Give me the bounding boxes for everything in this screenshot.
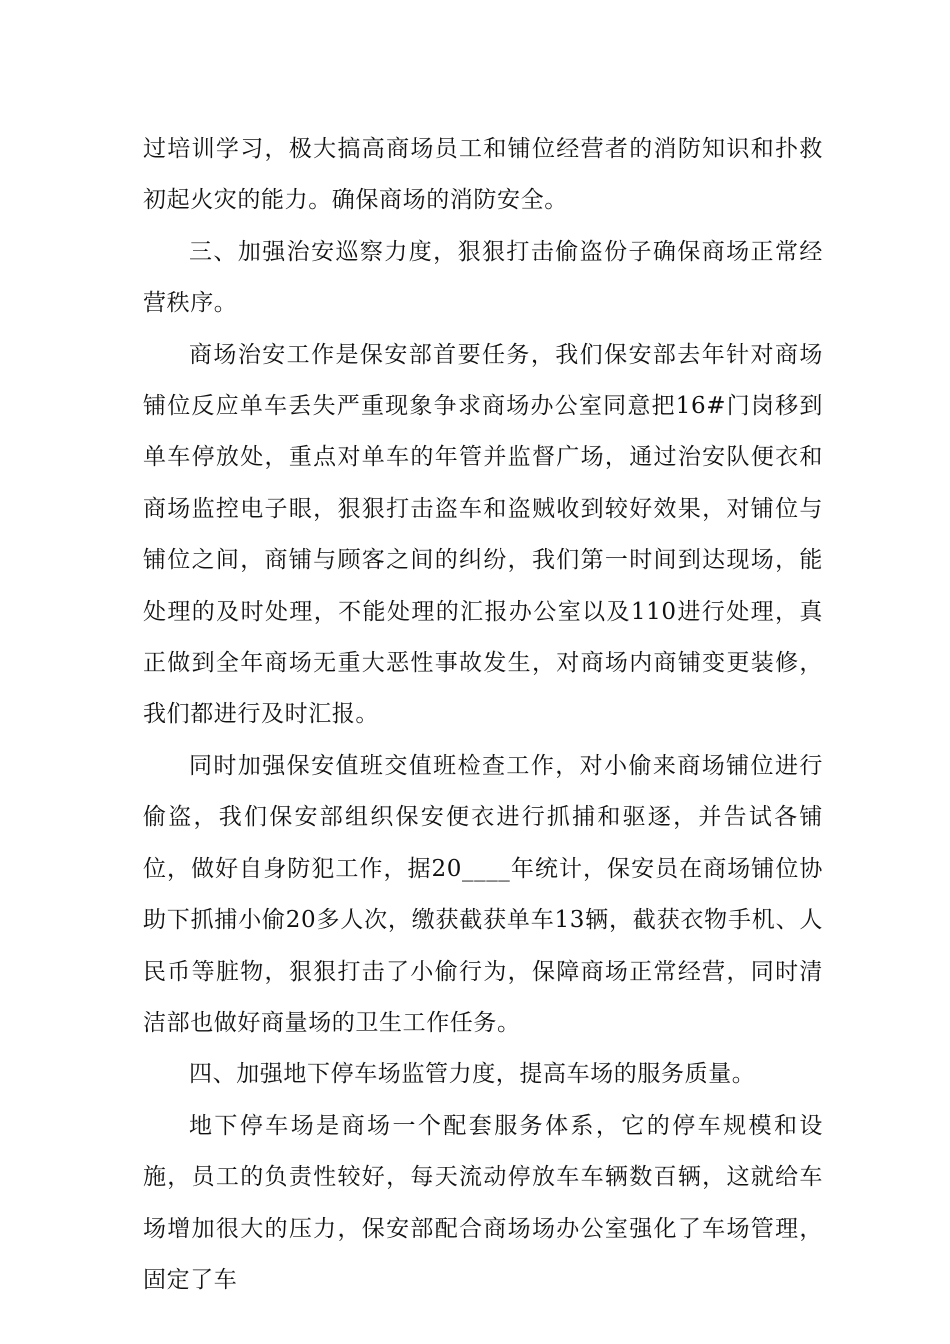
document-body bbox=[143, 124, 823, 1306]
paragraph-underground-parking: 地下停车场是商场一个配套服务体系，它的停车规模和设施，员工的负责性较好，每天流动停放车车辆数百辆，这就给车场增加很大的压力，保安部配合商场场办公室强化了车场管理，固定了车 bbox=[143, 1112, 823, 1293]
paragraph-duty-inspection: 同时加强保安值班交值班检查工作，对小偷来商场铺位进行偷盗，我们保安部组织保安便衣进行抓捕和驱逐，并告试各铺位，做好自身防犯工作，据20____年统计，保安员在商场铺位协助下抓捕小偷20多人次，缴获截获单车13辆，截获衣物手机、人民币等脏物，狠狠打击了小偷行为，保障商场正常经营，同时清洁部也做好商量场的卫生工作任务。 bbox=[143, 752, 823, 1036]
heading-security-patrol: 三、加强治安巡察力度，狠狠打击偷盗份子确保商场正常经营秩序。 bbox=[143, 238, 823, 317]
heading-parking-supervision: 四、加强地下停车场监管力度，提高车场的服务质量。 bbox=[189, 1061, 756, 1088]
paragraph-mall-security: 商场治安工作是保安部首要任务，我们保安部去年针对商场铺位反应单车丢失严重现象争求商场办公室同意把16#门岗移到单车停放处，重点对单车的年管并监督广场，通过治安队便衣和商场监控电子眼，狠狠打击盗车和盗贼收到较好效果，对铺位与铺位之间，商铺与顾客之间的纠纷，我们第一时间到达现场，能处理的及时处理，不能处理的汇报办公室以及110进行处理，真正做到全年商场无重大恶性事故发生，对商场内商铺变更装修，我们都进行及时汇报。 bbox=[143, 341, 823, 728]
paragraph-fire-training: 过培训学习，极大搞高商场员工和铺位经营者的消防知识和扑救初起火灾的能力。确保商场的消防安全。 bbox=[143, 136, 823, 214]
